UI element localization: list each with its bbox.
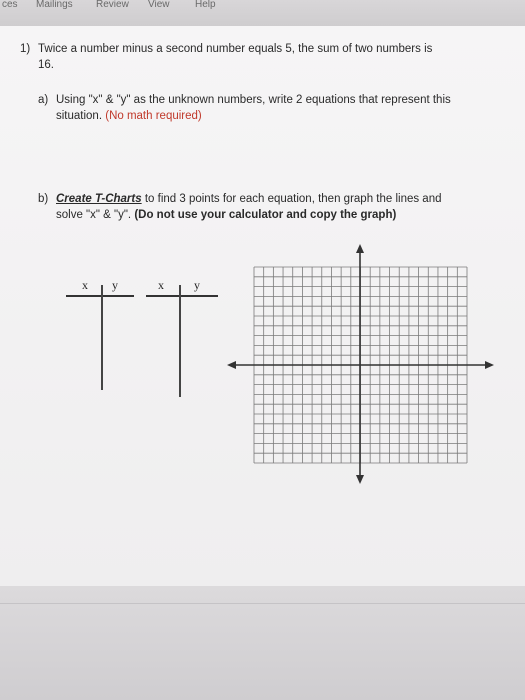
- tchart-1-x-label: x: [82, 278, 88, 292]
- part-b-line-1-rest: to find 3 points for each equation, then graph the lines and: [141, 193, 442, 205]
- part-b-line-2-text: solve "x" & "y".: [56, 209, 135, 221]
- create-tcharts-link: Create T-Charts: [56, 193, 142, 205]
- footer-divider: [0, 603, 525, 604]
- tchart-2-x-label: x: [158, 278, 164, 292]
- ribbon-tab-view[interactable]: View: [148, 0, 170, 10]
- no-math-required-note: (No math required): [105, 110, 202, 122]
- y-axis-up-arrow-icon: [356, 244, 364, 253]
- part-a-line-1: Using "x" & "y" as the unknown numbers, write 2 equations that represent this: [56, 94, 451, 106]
- tchart-2-y-label: y: [194, 278, 200, 292]
- tchart-1-y-label: y: [112, 278, 118, 292]
- question-line-2: 16.: [38, 59, 54, 71]
- part-a-line-2-text: situation.: [56, 110, 106, 122]
- no-calculator-note: (Do not use your calculator and copy the graph): [134, 209, 397, 221]
- question-line-1: Twice a number minus a second number equals 5, the sum of two numbers is: [38, 43, 433, 55]
- part-b-label: b): [38, 193, 49, 205]
- y-axis-down-arrow-icon: [356, 475, 364, 484]
- ribbon-tab-references[interactable]: ces: [2, 0, 18, 10]
- x-axis-left-arrow-icon: [227, 361, 236, 369]
- ribbon-tab-help[interactable]: Help: [195, 0, 216, 10]
- axes: [227, 244, 494, 484]
- x-axis-right-arrow-icon: [485, 361, 494, 369]
- question-number: 1): [20, 43, 31, 55]
- ribbon-tab-mailings[interactable]: Mailings: [36, 0, 73, 10]
- part-a-label: a): [38, 94, 49, 106]
- ribbon-tab-review[interactable]: Review: [96, 0, 129, 10]
